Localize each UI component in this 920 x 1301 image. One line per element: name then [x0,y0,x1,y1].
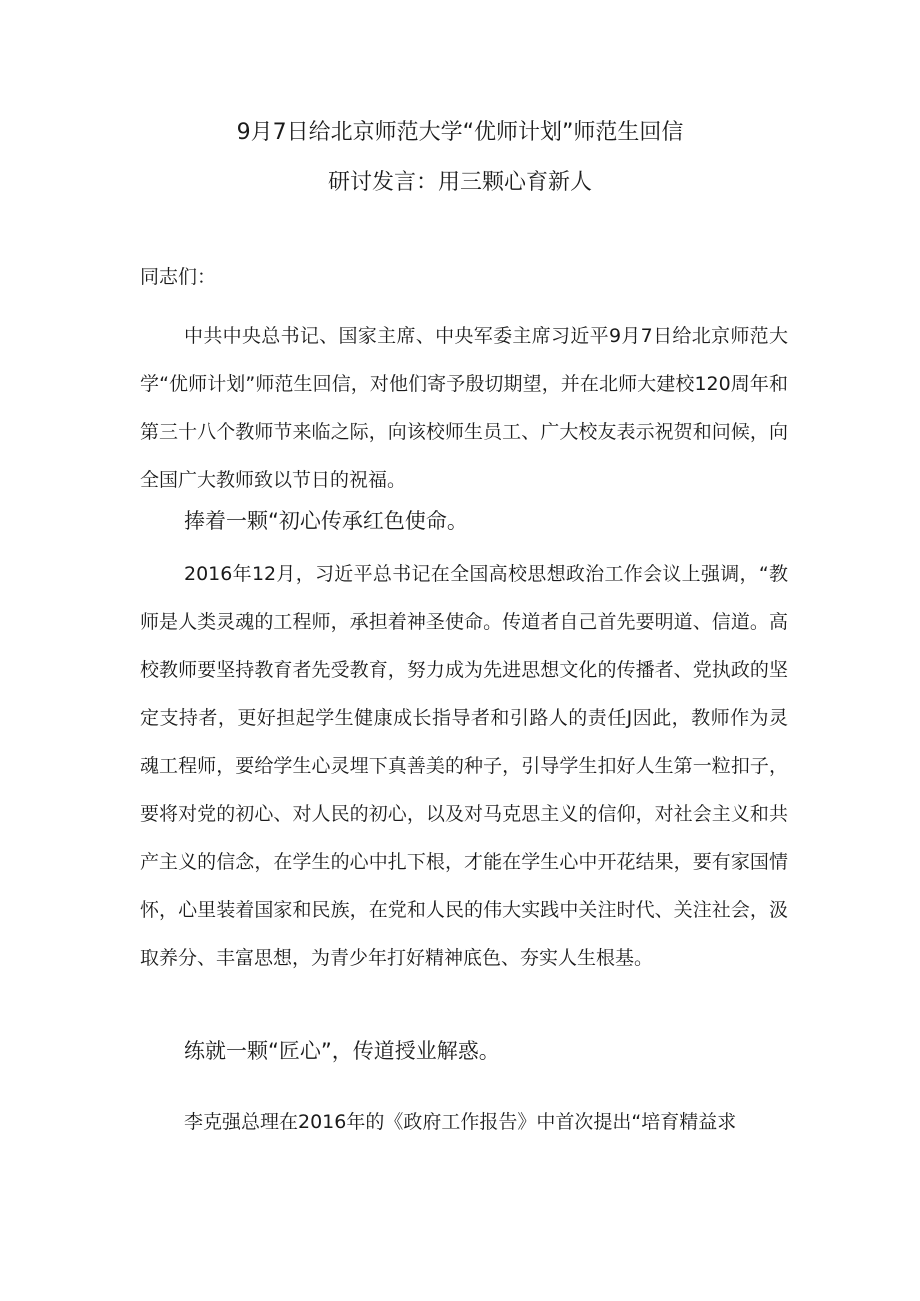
document-title: 9月7日给北京师范大学“优师计划”师范生回信 [236,120,684,145]
intro-paragraph: 中共中央总书记、国家主席、中央军委主席习近平9月7日给北京师范大学“优师计划”师范生回信，对他们寄予殷切期望，并在北师大建校120周年和第三十八个教师节来临之际，向该校师生员工、广大校友表示祝贺和问候，向全国广大教师致以节日的祝福。 [140,325,788,491]
body-paragraph-second: 李克强总理在2016年的《政府工作报告》中首次提出“培育精益求 [184,1111,737,1133]
section-heading-first: 捧着一颗“初心传承红色使命。 [184,509,468,533]
body-paragraph-first: 2016年12月，习近平总书记在全国高校思想政治工作会议上强调，“教师是人类灵魂的工程师，承担着神圣使命。传道者自己首先要明道、信道。高校教师要坚持教育者先受教育，努力成为先进思想文化的传播者、党执政的坚定支持者，更好担起学生健康成长指导者和引路人的责任J因此，教师作为灵魂工程师，要给学生心灵埋下真善美的种子，引导学生扣好人生第一粒扣子，要将对党的初心、对人民的初心，以及对马克思主义的信仰，对社会主义和共产主义的信念，在学生的心中扎下根，才能在学生心中开花结果，要有家国情怀，心里装着国家和民族，在党和人民的伟大实践中关注时代、关注社会，汲取养分、丰富思想，为青少年打好精神底色、夯实人生根基。 [140,563,788,969]
section-heading-second: 练就一颗“匠心”，传道授业解惑。 [184,1039,500,1063]
salutation: 同志们： [140,266,217,288]
document-subtitle: 研讨发言：用三颗心育新人 [327,170,592,195]
